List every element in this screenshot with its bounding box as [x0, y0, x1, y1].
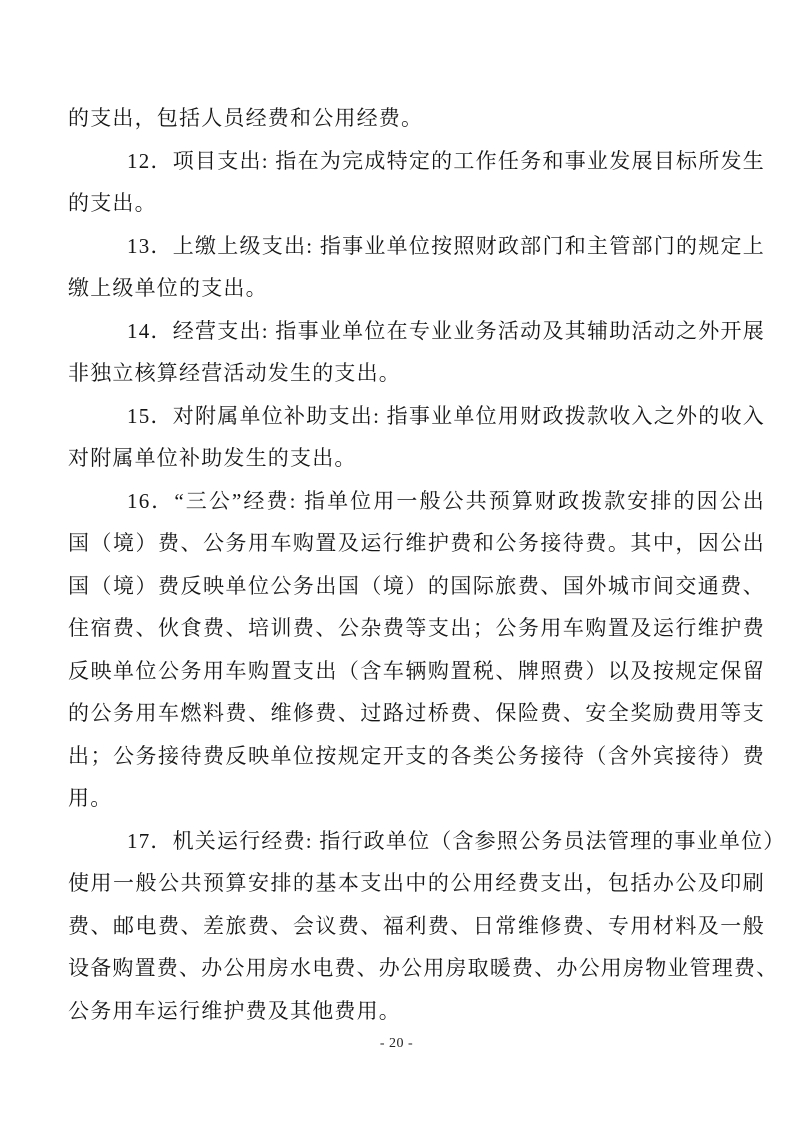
text-line: 国（境）费反映单位公务出国（境）的国际旅费、国外城市间交通费、 [68, 573, 765, 598]
text-line: 公务用车运行维护费及其他费用。 [68, 998, 401, 1023]
text-line: 反映单位公务用车购置支出（含车辆购置税、牌照费）以及按规定保留 [68, 658, 765, 683]
text-line: 的支出。 [68, 191, 157, 215]
text-line: 12．项目支出: 指在为完成特定的工作任务和事业发展目标所发生 [127, 148, 765, 173]
text-line: 国（境）费、公务用车购置及运行维护费和公务接待费。其中，因公出 [68, 531, 765, 555]
text-line: 17．机关运行经费: 指行政单位（含参照公务员法管理的事业单位） [127, 828, 786, 853]
text-line: 设备购置费、办公用房水电费、办公用房取暖费、办公用房物业管理费、 [68, 956, 779, 980]
text-line: 14．经营支出: 指事业单位在专业业务活动及其辅助活动之外开展 [127, 318, 765, 343]
text-line: 用。 [68, 786, 113, 810]
text-line: 的支出，包括人员经费和公用经费。 [68, 106, 424, 130]
text-line: 费、邮电费、差旅费、会议费、福利费、日常维修费、专用材料及一般 [68, 913, 765, 938]
text-line: 对附属单位补助发生的支出。 [68, 446, 357, 470]
text-line: 使用一般公共预算安排的基本支出中的公用经费支出，包括办公及印刷 [68, 871, 765, 895]
text-line: 缴上级单位的支出。 [68, 276, 268, 300]
text-line: 16．“三公”经费: 指单位用一般公共预算财政拨款安排的因公出 [127, 488, 765, 513]
page-number: - 20 - [379, 1036, 414, 1051]
text-line: 住宿费、伙食费、培训费、公杂费等支出；公务用车购置及运行维护费 [68, 616, 765, 640]
text-line: 非独立核算经营活动发生的支出。 [68, 361, 401, 385]
text-line: 13．上缴上级支出: 指事业单位按照财政部门和主管部门的规定上 [127, 233, 765, 258]
text-line: 15．对附属单位补助支出: 指事业单位用财政拨款收入之外的收入 [127, 403, 765, 428]
text-line: 的公务用车燃料费、维修费、过路过桥费、保险费、安全奖励费用等支 [68, 701, 765, 725]
text-line: 出；公务接待费反映单位按规定开支的各类公务接待（含外宾接待）费 [68, 743, 765, 768]
body-text [68, 97, 786, 1032]
